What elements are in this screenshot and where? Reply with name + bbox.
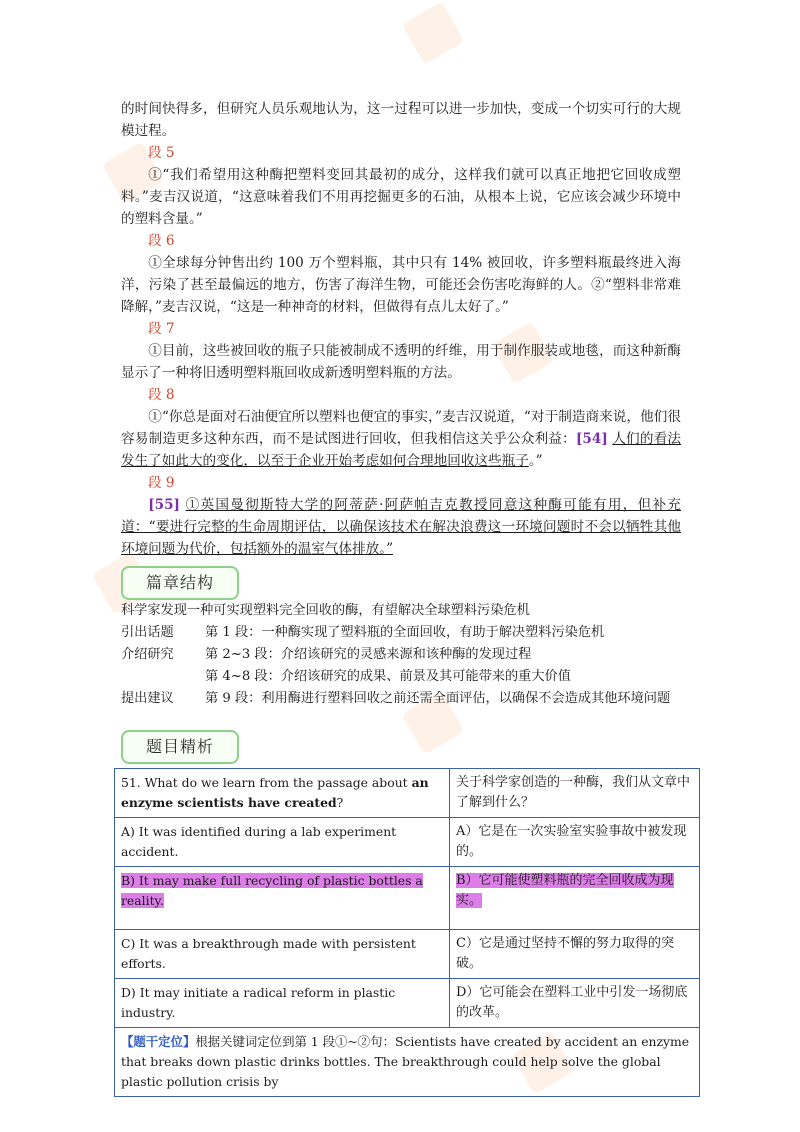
segment-6-label: 段 6: [148, 233, 175, 249]
table-row: [115, 1028, 700, 1097]
option-d-zh: D）它可能会在塑料工业中引发一场彻底的改革。: [450, 979, 700, 1028]
table-row: [115, 818, 700, 867]
analysis-heading-box: [121, 730, 239, 764]
segment-7-label: 段 7: [148, 321, 175, 337]
structure-row: 介绍研究 第 2~3 段：介绍该研究的灵感来源和该种酶的发现过程: [121, 647, 532, 662]
structure-heading-box: [121, 566, 239, 600]
segment-8-text-c: 。”: [528, 453, 543, 469]
segment-9-underlined: ①英国曼彻斯特大学的阿蒂萨·阿萨帕吉克教授同意这种酶可能有用，但补充道：“要进行完整的生命周期评估，以确保该技术在解决浪费这一环境问题时不会以牺牲其他环境问题为代价，包括额外的温室气体排放。”: [121, 497, 681, 557]
option-c-zh: C）它是通过坚持不懈的努力取得的突破。: [450, 930, 700, 979]
option-a-en: A) It was identified during a lab experiment accident.: [115, 818, 450, 867]
option-b-en: B) It may make full recycling of plastic bottles a reality.: [115, 867, 450, 930]
table-row: [115, 769, 700, 818]
locate-note: 【题干定位】根据关键词定位到第 1 段①~②句：Scientists have created by accident an enzyme that breaks down plastic drinks bottles. The breakthrough could help solve the global plastic pollution crisis by: [115, 1028, 700, 1097]
segment-8-label: 段 8: [148, 387, 175, 403]
option-c-en: C) It was a breakthrough made with persistent efforts.: [115, 930, 450, 979]
question-tag-54: [54]: [575, 431, 608, 447]
segment-8-text: [121, 406, 681, 472]
option-b-zh: B）它可能使塑料瓶的完全回收成为现实。: [450, 867, 700, 930]
question-zh: 关于科学家创造的一种酶，我们从文章中了解到什么？: [450, 769, 700, 818]
segment-8-text-a: ①“你总是面对石油便宜所以塑料也便宜的事实，”麦吉汉说道，“对于制造商来说，他们很容易制造更多这种东西，而不是试图进行回收，但我相信这关乎公众利益：: [121, 409, 681, 447]
segment-5-label: 段 5: [148, 145, 175, 161]
analysis-heading: 题目精析: [145, 737, 214, 756]
structure-heading: 篇章结构: [145, 573, 214, 592]
question-table: [114, 768, 700, 1097]
paragraph-4-end: 的时间快得多，但研究人员乐观地认为，这一过程可以进一步加快，变成一个切实可行的大规模过程。: [121, 101, 681, 139]
table-row: [115, 979, 700, 1028]
structure-summary: [121, 600, 691, 710]
option-a-zh: A）它是在一次实验室实验事故中被发现的。: [450, 818, 700, 867]
watermark-logo: [410, 10, 456, 56]
structure-row: 第 4~8 段：介绍该研究的成果、前景及其可能带来的重大价值: [205, 669, 571, 684]
structure-row: 提出建议 第 9 段：利用酶进行塑料回收之前还需全面评估，以确保不会造成其他环境问题: [121, 691, 671, 706]
passage: [121, 98, 681, 560]
table-row: [115, 867, 700, 930]
table-row: [115, 930, 700, 979]
segment-7-text: ①目前，这些被回收的瓶子只能被制成不透明的纤维，用于制作服装或地毯，而这种新酶显示了一种将旧透明塑料瓶回收成新透明塑料瓶的方法。: [121, 343, 681, 381]
question-en: 51. What do we learn from the passage about an enzyme scientists have created?: [115, 769, 450, 818]
segment-5-text: ①“我们希望用这种酶把塑料变回其最初的成分，这样我们就可以真正地把它回收成塑料。”麦吉汉说道，“这意味着我们不用再挖掘更多的石油，从根本上说，它应该会减少环境中的塑料含量。”: [121, 167, 681, 227]
segment-6-text: ①全球每分钟售出约 100 万个塑料瓶，其中只有 14% 被回收，许多塑料瓶最终进入海洋，污染了甚至最偏远的地方，伤害了海洋生物，可能还会伤害吃海鲜的人。②“塑料非常难降解，”麦吉汉说，“这是一种神奇的材料，但做得有点儿太好了。”: [121, 255, 681, 315]
segment-9-text: [121, 494, 681, 560]
segment-9-label: 段 9: [148, 475, 175, 491]
option-d-en: D) It may initiate a radical reform in plastic industry.: [115, 979, 450, 1028]
structure-row: 引出话题 第 1 段：一种酶实现了塑料瓶的全面回收，有助于解决塑料污染危机: [121, 625, 605, 640]
question-tag-55: [55]: [148, 497, 180, 513]
segment-8-underlined: 人们的看法发生了如此大的变化，以至于企业开始考虑如何合理地回收这些瓶子: [121, 431, 682, 469]
structure-title: 科学家发现一种可实现塑料完全回收的酶，有望解决全球塑料污染危机: [121, 603, 530, 618]
